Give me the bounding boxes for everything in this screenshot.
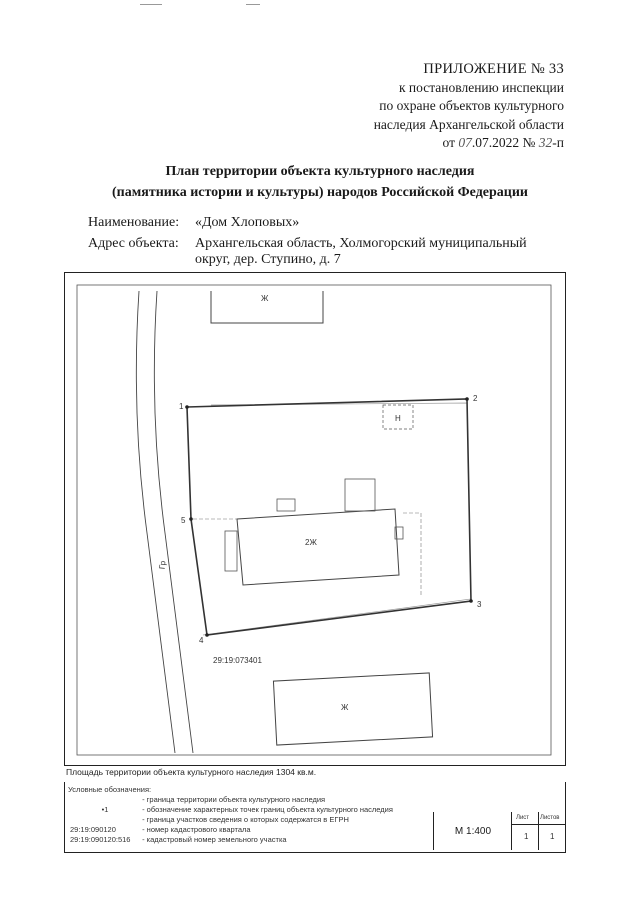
appendix-number: ПРИЛОЖЕНИЕ № 33 <box>423 61 564 77</box>
site-plan <box>64 272 566 766</box>
number-handwritten: 32 <box>538 135 553 150</box>
title-line: План территории объекта культурного наследия <box>165 164 475 179</box>
road-line-outer <box>136 291 175 753</box>
point-marker <box>205 633 209 637</box>
legend-symbol: 29:19:090120 <box>70 825 116 834</box>
point-label: 5 <box>181 516 186 525</box>
point-label: 1 <box>179 402 184 411</box>
address-line: Архангельская область, Холмогорский муниципальный <box>195 236 527 251</box>
legend-item <box>70 805 393 814</box>
area-note: Площадь территории объекта культурного наследия 1304 кв.м. <box>66 767 317 777</box>
fence-line <box>403 513 421 597</box>
point-label: 2 <box>473 394 478 403</box>
address-label: Адрес объекта: <box>88 236 179 251</box>
name-value: «Дом Хлоповых» <box>195 215 300 230</box>
road-label: Гр <box>157 560 168 570</box>
appendix-line: к постановлению инспекции <box>399 79 564 95</box>
legend-text: - номер кадастрового квартала <box>142 825 251 834</box>
scale-box <box>433 812 512 850</box>
legend-text: - граница территории объекта культурного наследия <box>142 795 326 804</box>
appendix-line: наследия Архангельской области <box>373 116 564 132</box>
sheet-grid <box>511 812 565 850</box>
legend-item <box>70 825 251 834</box>
building-n-label: Н <box>395 414 401 423</box>
appendix-date: от 07.07.2022 № 32-п <box>442 135 564 150</box>
house-side <box>225 531 237 571</box>
point-marker <box>469 599 473 603</box>
heritage-boundary <box>187 399 471 635</box>
site-plan-svg <box>65 273 565 765</box>
name-label: Наименование: <box>88 215 180 230</box>
cadastral-quarter-label: 29:19:073401 <box>213 656 262 665</box>
address-value <box>195 236 560 268</box>
legend-text: - обозначение характерных точек границ объекта культурного наследия <box>142 805 393 814</box>
point-marker <box>185 405 189 409</box>
point-label: 4 <box>199 636 204 645</box>
document-title <box>0 161 640 203</box>
building-top-label: Ж <box>261 294 269 303</box>
legend-symbol: •1 <box>101 805 109 814</box>
house-annex <box>345 479 375 511</box>
sheet-label: Лист <box>516 815 530 821</box>
legend-title: Условные обозначения: <box>68 785 152 794</box>
scan-artifact <box>246 4 260 5</box>
legend-item <box>70 835 287 844</box>
inner-frame <box>77 285 551 755</box>
sheet-value: 1 <box>524 832 529 841</box>
legend-text: - граница участков сведения о которых содержатся в ЕГРН <box>142 815 349 824</box>
date-day-handwritten: 07 <box>458 135 472 150</box>
scale-value: М 1:400 <box>454 826 492 837</box>
legend-symbol: 29:19:090120:516 <box>70 835 131 844</box>
building-bottom <box>273 673 432 745</box>
point-label: 3 <box>477 600 482 609</box>
main-house-label: 2Ж <box>305 538 317 547</box>
main-house <box>237 509 399 585</box>
legend-item <box>70 795 325 804</box>
title-line: (памятника истории и культуры) народов Российской Федерации <box>112 185 528 200</box>
scan-artifact <box>140 4 162 5</box>
sheets-label: Листов <box>540 815 560 821</box>
address-line: округ, дер. Ступино, д. 7 <box>195 252 341 267</box>
sheets-value: 1 <box>550 832 555 841</box>
point-marker <box>465 397 469 401</box>
point-marker <box>189 517 193 521</box>
legend-item <box>70 815 349 824</box>
house-porch <box>277 499 295 511</box>
appendix-line: по охране объектов культурного <box>379 98 564 113</box>
appendix-block <box>374 60 564 153</box>
road-line-inner <box>154 291 193 753</box>
legend-text: - кадастровый номер земельного участка <box>142 835 287 844</box>
building-bottom-label: Ж <box>341 703 349 712</box>
